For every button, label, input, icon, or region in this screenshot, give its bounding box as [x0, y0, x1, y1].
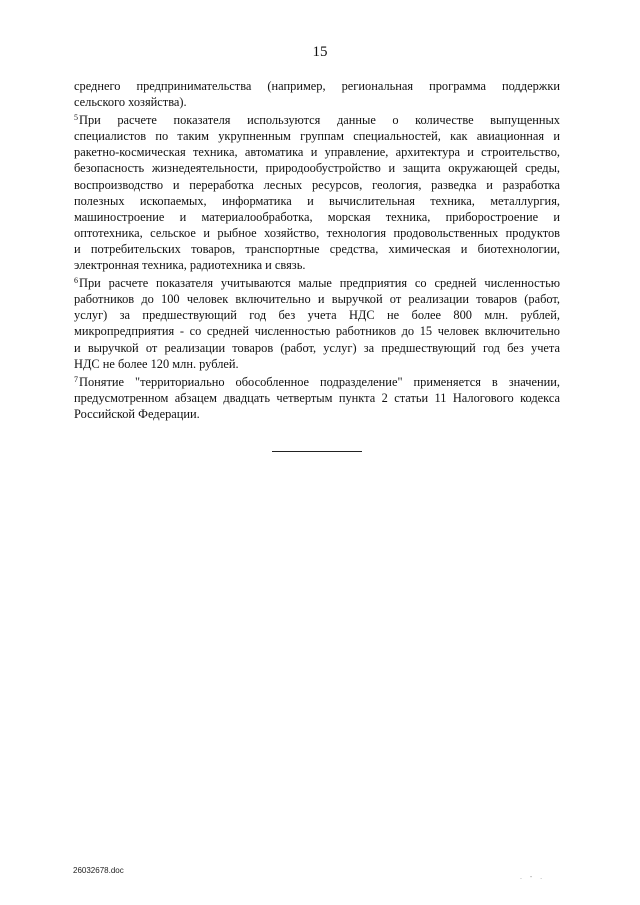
text-line: воспроизводство и переработка лесных ресурсов, геология, разведка и разработка — [74, 177, 560, 192]
text-line: НДС не более 120 млн. рублей. — [74, 356, 239, 371]
document-filename: 26032678.doc — [73, 866, 124, 875]
text-line: услуг) за предшествующий год без учета НДС не более 800 млн. рублей, — [74, 308, 560, 323]
page-number: 15 — [312, 44, 328, 60]
text-line: сельского хозяйства). — [74, 95, 187, 110]
text-line: предусмотренном абзацем двадцать четвертым пункта 2 статьи 11 Налогового кодекса — [74, 390, 560, 405]
text-line: безопасность жизнедеятельности, природообустройство и защита окружающей среды, — [74, 161, 560, 176]
footnote-6-line: $^6$При расчете показателя учитываются малые предприятия со средней численностью — [74, 276, 560, 291]
text-line: среднего предпринимательства (например, региональная программа поддержки — [74, 79, 560, 93]
text-line: машиностроение и материалообработка, морская техника, приборостроение и — [74, 209, 560, 224]
corner-marks: . - . — [520, 874, 546, 881]
text-line: Российской Федерации. — [74, 406, 200, 421]
footnote-mark: 5 — [74, 113, 78, 123]
footnote-mark: 7 — [74, 374, 78, 384]
text-line: и выручкой от реализации товаров (работ, услуг) за предшествующий год без учета — [74, 340, 560, 355]
end-separator-line — [272, 451, 362, 452]
footnote-mark: 6 — [74, 276, 78, 286]
text-line: и потребительских товаров, транспортные средства, химическая и биотехнологии, — [74, 241, 560, 256]
text-line: работников до 100 человек включительно и выручкой от реализации товаров (работ, — [74, 292, 560, 307]
text-line: микропредприятия - со средней численностью работников до 15 человек включительно — [74, 324, 560, 339]
text-line: ракетно-космическая техника, автоматика и управление, архитектура и строительство, — [74, 145, 560, 160]
text-line: оптотехника, сельское и рыбное хозяйство, технология продовольственных продуктов — [74, 225, 560, 240]
text-line: электронная техника, радиотехника и связь. — [74, 258, 306, 273]
footnote-7-line: $^7$Понятие "территориально обособленное подразделение" применяется в значении, — [74, 374, 560, 389]
text-line: специалистов по таким укрупненным группам специальностей, как авиационная и — [74, 129, 560, 144]
text-line: полезных ископаемых, информатика и вычислительная техника, металлургия, — [74, 193, 560, 208]
footnotes-body — [74, 78, 560, 422]
footnote-5-line: $^5$При расчете показателя используются данные о количестве выпущенных — [74, 113, 560, 128]
